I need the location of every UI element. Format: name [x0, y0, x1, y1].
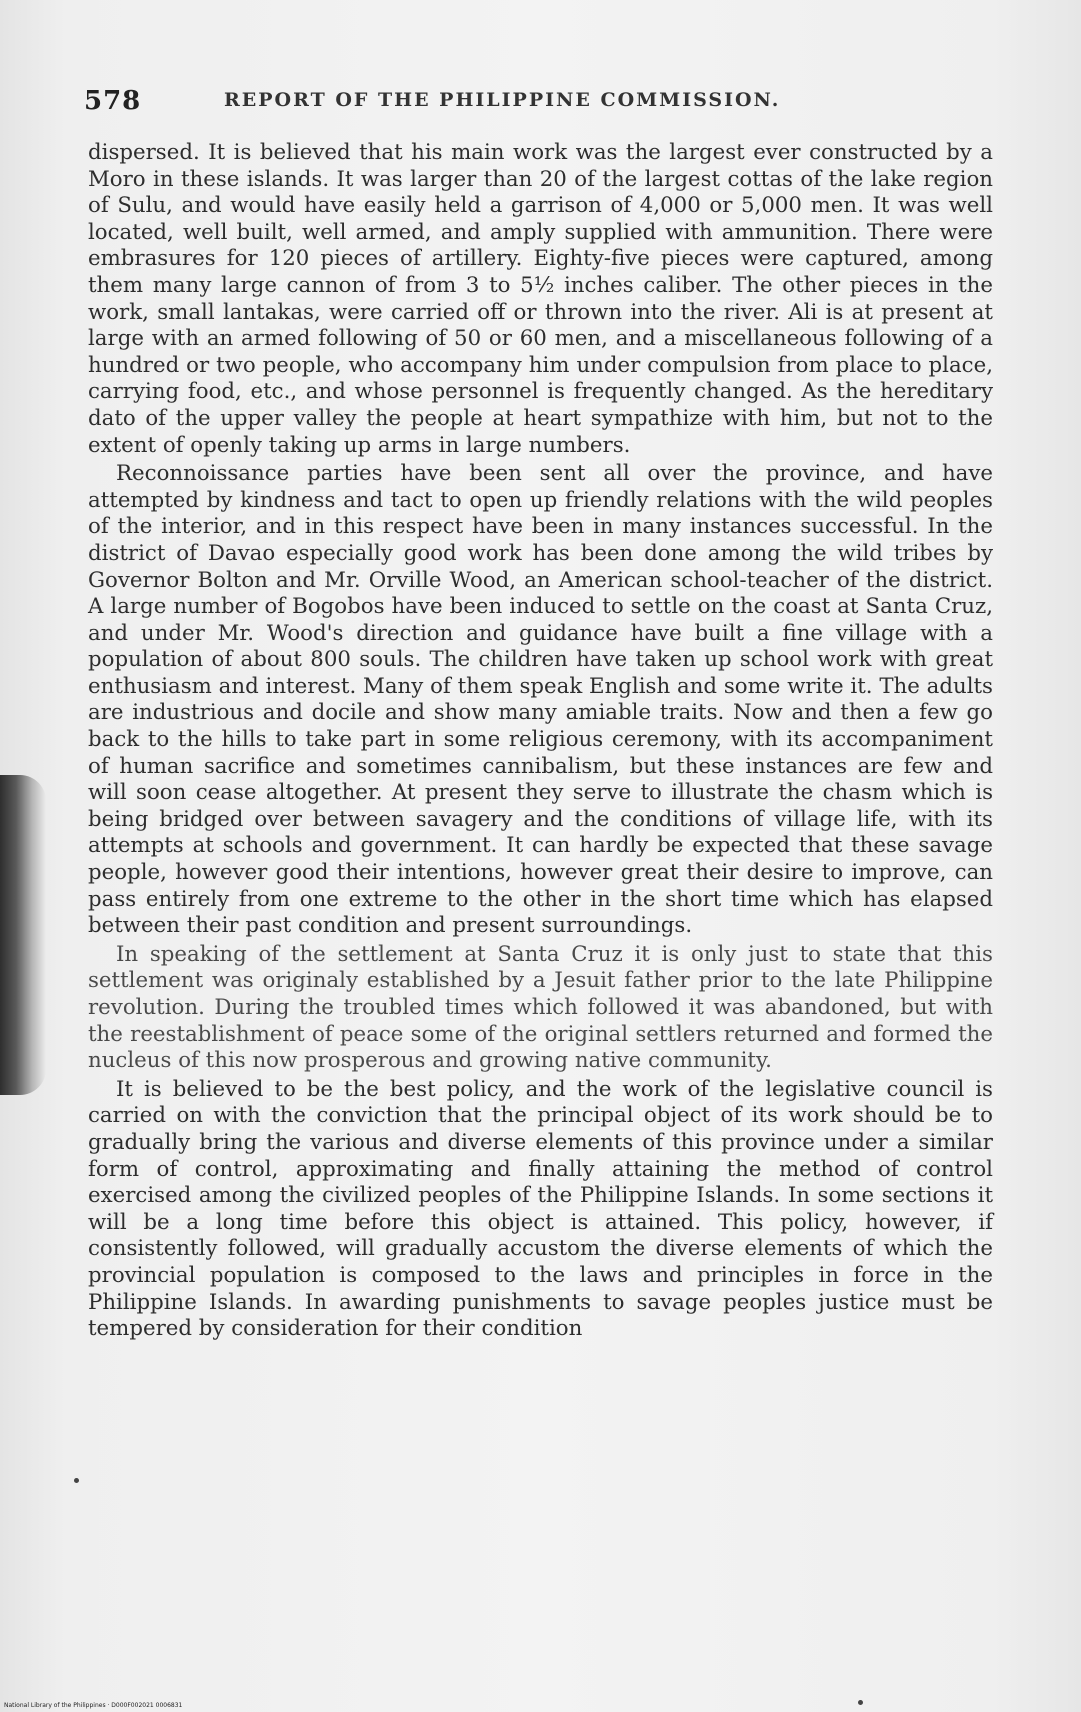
paragraph-policy: It is believed to be the best policy, and the work of the legislative council is carried on with the conviction that the principal object of its work should be to gradually bring the various and diverse elements of this province under a similar form of control, approximating and finally attaining the method of control exercised among the civilized peoples of the Philippine Islands. In some sections it will be a long time before this object is attained. This policy, however, if consistently followed, will gradually accustom the diverse elements of which the provincial population is composed to the laws and principles in force in the Philippine Islands. In awarding punishments to savage peoples justice must be tempered by consideration for their condition [88, 1076, 993, 1342]
binding-shadow [0, 775, 46, 1095]
scan-credit: National Library of the Philippines · D000F002021 0006831 [4, 1702, 183, 1709]
ink-speck [74, 1478, 79, 1483]
paragraph-continued: dispersed. It is believed that his main work was the largest ever constructed by a Moro in these islands. It was larger than 20 of the largest cottas of the lake region of Sulu, and would have easily held a garrison of 4,000 or 5,000 men. It was well located, well built, well armed, and amply supplied with ammunition. There were embrasures for 120 pieces of artillery. Eighty-five pieces were captured, among them many large cannon of from 3 to 5½ inches caliber. The other pieces in the work, small lantakas, were carried off or thrown into the river. Ali is at present at large with an armed following of 50 or 60 men, and a miscellaneous following of a hundred or two people, who accompany him under compulsion from place to place, carrying food, etc., and whose personnel is frequently changed. As the hereditary dato of the upper valley the people at heart sympathize with him, but not to the extent of openly taking up arms in large numbers. [88, 140, 993, 458]
body-text [88, 140, 993, 1345]
running-title: REPORT OF THE PHILIPPINE COMMISSION. [224, 89, 781, 111]
paragraph-santa-cruz: In speaking of the settlement at Santa Cruz it is only just to state that this settlement was originaly established by a Jesuit father prior to the late Philippine revolution. During the troubled times which followed it was abandoned, but with the reestablishment of peace some of the original settlers returned and formed the nucleus of this now prosperous and growing native community. [88, 941, 993, 1074]
paragraph-reconnoissance: Reconnoissance parties have been sent all over the province, and have attempted by kindness and tact to open up friendly relations with the wild peoples of the interior, and in this respect have been in many instances successful. In the district of Davao especially good work has been done among the wild tribes by Governor Bolton and Mr. Orville Wood, an American school-teacher of the district. A large number of Bogobos have been induced to settle on the coast at Santa Cruz, and under Mr. Wood's direction and guidance have built a fine village with a population of about 800 souls. The children have taken up school work with great enthusiasm and interest. Many of them speak English and some write it. The adults are industrious and docile and show many amiable traits. Now and then a few go back to the hills to take part in some religious ceremony, with its accompaniment of human sacrifice and sometimes cannibalism, but these instances are few and will soon cease altogether. At present they serve to illustrate the chasm which is being bridged over between savagery and the conditions of village life, with its attempts at schools and government. It can hardly be expected that these savage people, however good their intentions, however great their desire to improve, can pass entirely from one extreme to the other in the short time which has elapsed between their past condition and present surroundings. [88, 461, 993, 939]
page-number: 578 [84, 86, 142, 116]
ink-speck [858, 1700, 863, 1705]
page-header [84, 86, 1004, 120]
